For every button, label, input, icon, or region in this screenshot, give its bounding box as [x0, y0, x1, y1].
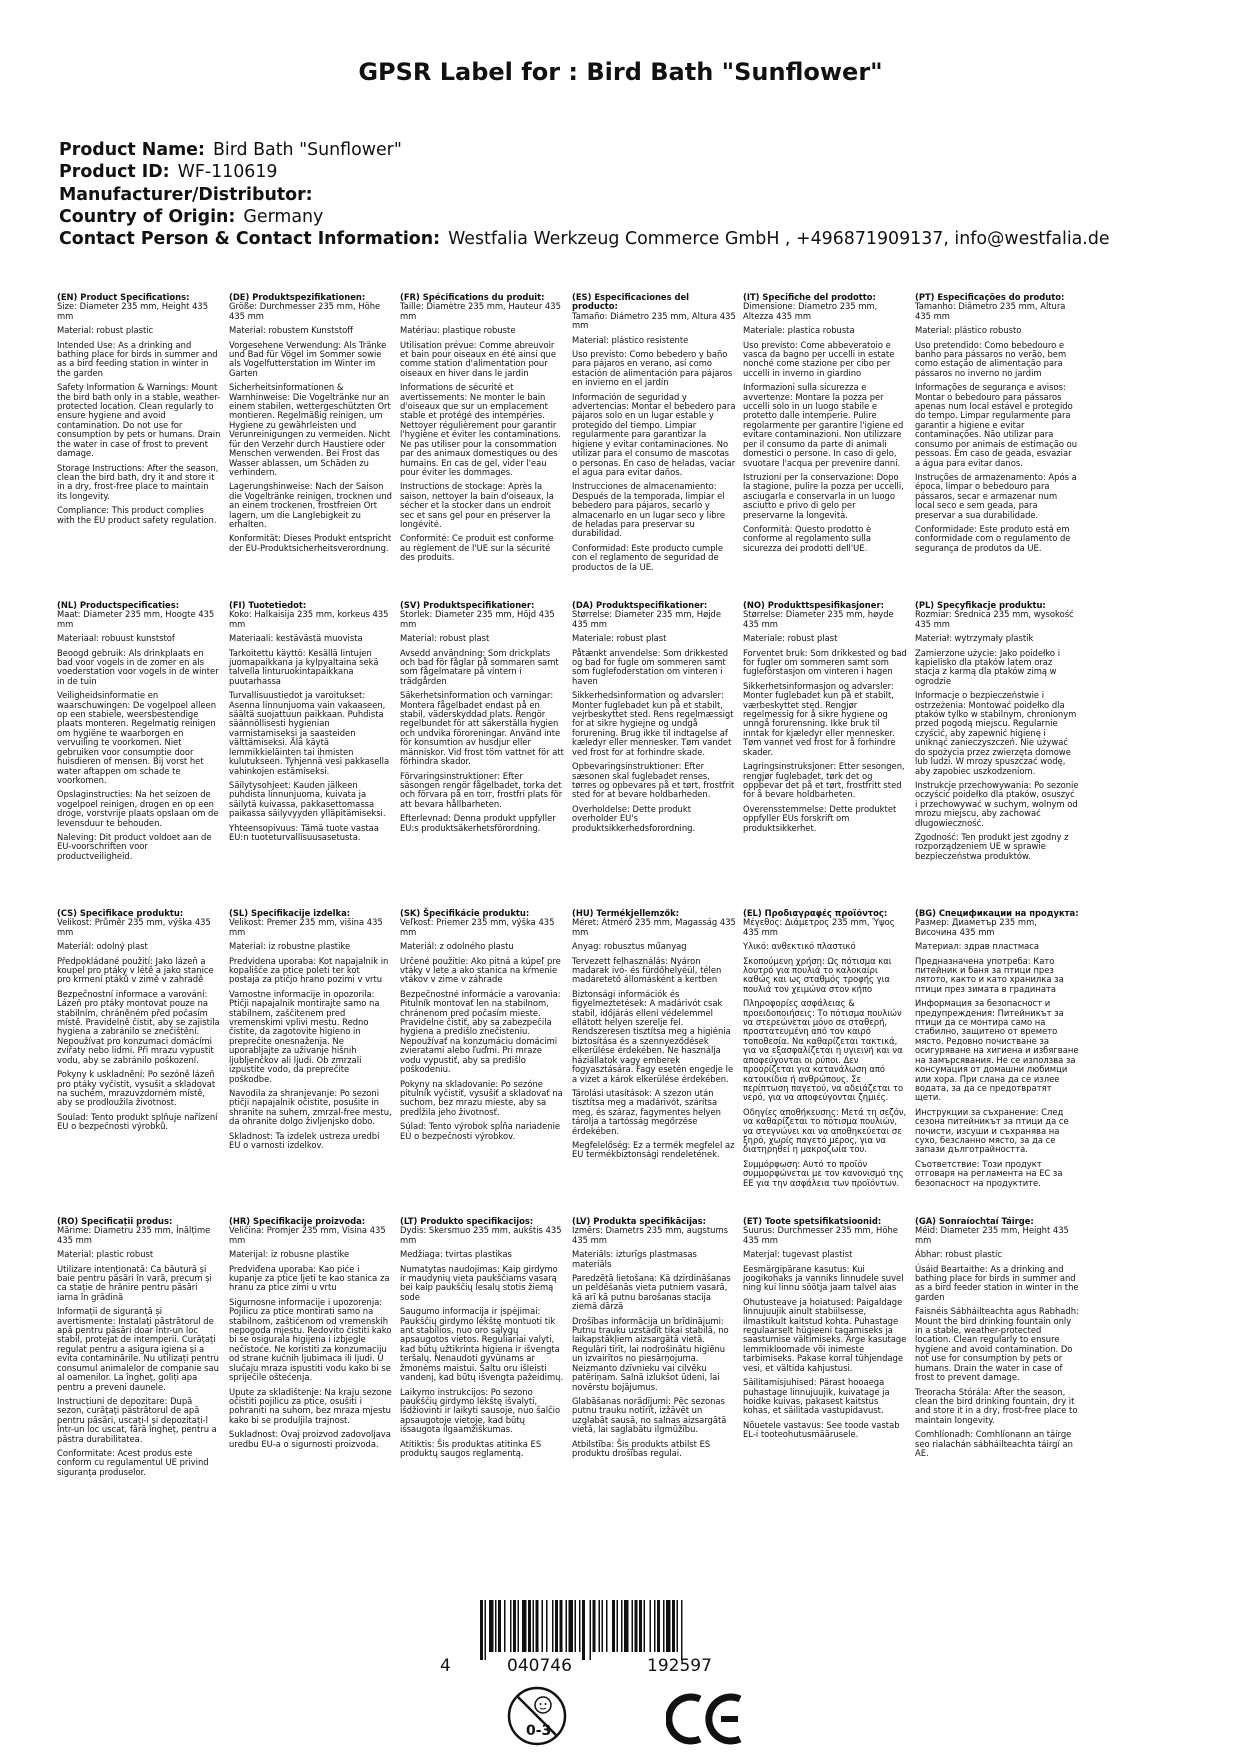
- spec-paragraph: Materiale: plastica robusta: [743, 325, 855, 336]
- spec-paragraph: Atitiktis: Šis produktas atitinka ES produktų saugos reglamentą.: [400, 1438, 542, 1458]
- spec-paragraph: Tamaño: Diámetro 235 mm, Altura 435 mm: [572, 310, 736, 331]
- language-heading: (PT) Especificações do produto:: [915, 292, 1065, 302]
- spec-paragraph: Ábhar: robust plastic: [915, 1249, 1002, 1260]
- barcode-bar: [654, 1600, 656, 1652]
- barcode-bar: [569, 1600, 574, 1652]
- spec-paragraph: Glabāšanas norādījumi: Pēc sezonas putnu trauku notīrīt, izžāvēt un uzglabāt sausā, no salnas aizsargātā vietā, lai saglabātu ilgmūžību.: [572, 1395, 727, 1435]
- language-heading: (SK) Špecifikácie produktu:: [400, 908, 530, 918]
- spec-paragraph: Pokyny na skladovanie: Po sezóne pitulník vyčistiť, vysušiť a skladovať na suchom, bez mrazu mieste, aby sa predĺžila jeho životnosť.: [400, 1078, 563, 1117]
- barcode: [480, 1600, 750, 1660]
- spec-paragraph: Yhteensopivuus: Tämä tuote vastaa EU:n tuoteturvallisuusasetusta.: [229, 822, 379, 842]
- barcode-bar: [639, 1600, 642, 1652]
- barcode-bar: [644, 1600, 646, 1652]
- spec-paragraph: Säilitamisjuhised: Pärast hooaega puhastage linnujuujik, kuivatage ja hoidke kuivas, pakasest kaitstus kohas, et säilitada vastupidavust.: [743, 1377, 890, 1416]
- info-label: Product Name:: [59, 140, 205, 160]
- spec-paragraph: Veiligheidsinformatie en waarschuwingen: De vogelpoel alleen op een stabiele, weersbestendige plaats monteren. Regelmatig reinigen om hygiëne te waarborgen en vervuiling te voorkomen. Niet gebruiken voor consumptie door huisdieren of mensen. Bij vorst het water aftappen om schade te voorkomen.: [57, 690, 217, 785]
- spec-paragraph: Biztonsági információk és figyelmeztetések: A madárivót csak stabil, időjárás elleni védelemmel ellátott helyen szerelje fel. Rendszeresen tisztítsa meg a higiénia biztosítása és a szennyeződések elkerülése érdekében. Ne használja háziállatok vagy emberek fogyasztására. Fagy esetén engedje le a vizet a károk elkerülése érdekében.: [572, 988, 734, 1084]
- info-value: Germany: [243, 206, 324, 227]
- spec-paragraph: Utilisation prévue: Comme abreuvoir et bain pour oiseaux en été ainsi que comme station d'alimentation pour oiseaux en hiver dans le jardin: [400, 339, 556, 378]
- spec-paragraph: Material: plastic robust: [57, 1249, 154, 1260]
- spec-paragraph: Instrukcje przechowywania: Po sezonie oczyścić poidełko dla ptaków, osuszyć i przechowywać w suchym, wolnym od mrozu miejscu, aby zachować długowieczność.: [915, 779, 1079, 828]
- spec-paragraph: Skladnost: Ta izdelek ustreza uredbi EU o varnosti izdelkov.: [229, 1130, 380, 1150]
- spec-paragraph: Intended Use: As a drinking and bathing place for birds in summer and as a bird feeding station in winter in the garden: [57, 339, 218, 378]
- spec-paragraph: Turvallisuustiedot ja varoitukset: Asenna linnunjuoma vain vakaaseen, säältä suojattuun paikkaan. Puhdista säännöllisesti hygienian varmistamiseksi ja saasteiden välttämiseksi. Älä käytä lemmikkieläinten tai ihmisten kulutukseen. Tyhjennä vesi pakkasella vahinkojen estämiseksi.: [229, 690, 390, 776]
- spec-paragraph: Forventet bruk: Som drikkested og bad for fugler om sommeren samt som fuglefôrstasjon om vinteren i hagen: [743, 647, 907, 677]
- barcode-bar: [560, 1600, 563, 1652]
- barcode-bar: [602, 1600, 604, 1652]
- barcode-bar: [575, 1600, 577, 1652]
- info-label: Manufacturer/Distributor:: [59, 184, 313, 205]
- barcode-bar: [657, 1600, 660, 1652]
- spec-paragraph: Efterlevnad: Denna produkt uppfyller EU:s produktsäkerhetsförordning.: [400, 813, 556, 833]
- spec-paragraph: Avsedd användning: Som drickplats och bad för fåglar på sommaren samt som fågelmatare på vintern i trädgården: [400, 647, 559, 686]
- spec-paragraph: Materiaali: kestävästä muovista: [229, 633, 363, 644]
- spec-paragraph: Medžiaga: tvirtas plastikas: [400, 1249, 512, 1260]
- spec-paragraph: Säkerhetsinformation och varningar: Montera fågelbadet endast på en stabil, väderskyddad plats. Rengör regelbundet för att säkerställa hygien och undvika föroreningar. Använd inte för konsumtion av husdjur eller människor. Vid frost töm vattnet för att förhindra skador.: [400, 690, 564, 767]
- spec-paragraph: Påtænkt anvendelse: Som drikkested og bad for fugle om sommeren samt som fuglefoderstation om vinteren i haven: [572, 647, 729, 686]
- spec-paragraph: Velikost: Průměr 235 mm, výška 435 mm: [57, 917, 211, 937]
- page-title: GPSR Label for : Bird Bath "Sunflower": [358, 58, 883, 86]
- spec-paragraph: Sikkerhedsinformation og advarsler: Monter fuglebadet kun på et stabilt, vejrbeskyttet sted. Rens regelmæssigt for at sikre hygiejne og undgå forurening. Brug ikke til indtagelse af kæledyr eller mennesker. Tøm vandet ved frost for at forhindre skade.: [572, 690, 734, 757]
- spec-paragraph: Maat: Diameter 235 mm, Hoogte 435 mm: [57, 609, 215, 629]
- spec-paragraph: Size: Diameter 235 mm, Height 435 mm: [57, 301, 209, 321]
- barcode-digits-right: 192597: [647, 1656, 712, 1676]
- spec-paragraph: Materiál: odolný plast: [57, 941, 148, 952]
- language-heading: (BG) Спецификации на продукта:: [915, 908, 1079, 918]
- spec-paragraph: Conformitate: Acest produs este conform cu regulamentul UE privind siguranța produselor.: [57, 1447, 209, 1477]
- language-heading: (RO) Specificații produs:: [57, 1216, 173, 1226]
- language-heading: (LV) Produkta specifikācijas:: [572, 1216, 706, 1226]
- barcode-bar: [663, 1600, 665, 1652]
- spec-paragraph: Compliance: This product complies with the EU product safety regulation.: [57, 505, 217, 525]
- spec-paragraph: Bezpečnostné informácie a varovania: Pitulník montovať len na stabilnom, chránenom pred počasím mieste. Pravidelne čistiť, aby sa zabezpečila hygiena a predišlo znečisteniu. Nepoužívať na konzumáciu domácimi zvieratami alebo ľuďmi. Pri mraze vodu vypustiť, aby sa predišlo poškodeniu.: [400, 988, 561, 1075]
- spec-paragraph: Material: plástico resistente: [572, 334, 689, 345]
- language-block: [229, 909, 393, 1155]
- spec-paragraph: Izmērs: Diametrs 235 mm, augstums 435 mm: [572, 1225, 728, 1245]
- spec-paragraph: Konformität: Dieses Produkt entspricht der EU-Produktsicherheitsverordnung.: [229, 533, 392, 553]
- spec-paragraph: Информация за безопасност и предупреждения: Питейникът за птици да се монтира само на стабилно, защитено от времето място. Редовно почистване за осигуряване на хигиена и избягване на замърсявания. Не се използва за консумация от домашни любимци или хора. При слана да се излее водата, за да се предотвратят щети.: [915, 998, 1079, 1103]
- info-value: WF-110619: [177, 162, 278, 183]
- info-label: Product ID:: [59, 162, 170, 183]
- spec-paragraph: Materjal: tugevast plastist: [743, 1249, 853, 1260]
- spec-paragraph: Instruções de armazenamento: Após a época, limpar o bebedouro para pássaros, secar e armazenar num local seco e sem geada, para preservar a sua durabilidade.: [915, 471, 1077, 520]
- spec-paragraph: Größe: Durchmesser 235 mm, Höhe 435 mm: [229, 301, 381, 321]
- spec-paragraph: Materiał: wytrzymały plastik: [915, 633, 1034, 644]
- spec-paragraph: Informações de segurança e avisos: Montar o bebedouro para pássaros apenas num local estável e protegido do tempo. Limpar regularmente para garantir a higiene e evitar contaminações. Não utilizar para consumo por animais de estimação ou pessoas. Em caso de geada, esvaziar a água para evitar danos.: [915, 382, 1078, 468]
- spec-paragraph: Velikost: Premer 235 mm, višina 435 mm: [229, 917, 383, 937]
- spec-paragraph: Suurus: Durchmesser 235 mm, Höhe 435 mm: [743, 1225, 898, 1245]
- language-heading: (EN) Product Specifications:: [57, 292, 190, 302]
- ce-mark-icon: [666, 1691, 746, 1747]
- language-heading: (PL) Specyfikacje produktu:: [915, 600, 1046, 610]
- spec-paragraph: Laikymo instrukcijos: Po sezono paukščių girdymo lėkštę išvalyti, išdžiovinti ir laikyti sausoje, nuo šalčio apsaugotoje vietoje, kad būtų išsaugota ilgaamžiškumas.: [400, 1386, 561, 1435]
- spec-paragraph: Material: robust plastic: [57, 325, 154, 336]
- spec-paragraph: Predvidena uporaba: Kot napajalnik in kopališče za ptice poleti ter kot postaja za ptičjo hrano pozimi v vrtu: [229, 955, 389, 985]
- info-row: [59, 184, 1110, 206]
- spec-paragraph: Tarkoitettu käyttö: Kesällä lintujen juomapaikkana ja kylpyaltaina sekä talvella linturuokintapaikkana puutarhassa: [229, 647, 379, 686]
- info-value: Bird Bath "Sunflower": [212, 140, 402, 160]
- spec-paragraph: Conformidade: Este produto está em conformidade com o regulamento de segurança de produtos da UE.: [915, 523, 1071, 553]
- spec-paragraph: Faisnéis Sábháilteachta agus Rabhadh: Mount the bird drinking fountain only in a stable, weather-protected location. Clean regularly to ensure hygiene and avoid contamination. Do not use for consumption by pets or humans. Drain the water in case of frost to prevent damage.: [915, 1306, 1079, 1383]
- spec-paragraph: Zgodność: Ten produkt jest zgodny z rozporządzeniem UE w sprawie bezpieczeństwa produktów.: [915, 831, 1069, 861]
- info-row: [59, 161, 1110, 183]
- language-block: [572, 909, 736, 1165]
- barcode-bar: [522, 1600, 527, 1652]
- language-block: [915, 1217, 1079, 1463]
- spec-paragraph: Materiaal: robuust kunststof: [57, 633, 175, 644]
- spec-paragraph: Megfelelőség: Ez a termék megfelel az EU termékbiztonsági rendeletének.: [572, 1139, 735, 1160]
- spec-paragraph: Información de seguridad y advertencias: Montar el bebedero para pájaros solo en un lugar estable y protegido del tiempo. Limpiar regularmente para garantizar la higiene y evitar contaminaciones. No utilizar para el consumo de mascotas o personas. En caso de heladas, vaciar el agua para evitar daños.: [572, 391, 736, 477]
- barcode-bar: [546, 1600, 548, 1652]
- language-heading: (DA) Produktspecifikationer:: [572, 600, 708, 610]
- spec-paragraph: Bezpečnostní informace a varování: Lázeň pro ptáky montovat pouze na stabilním, chráněném před počasím místě. Pravidelně čistit, aby se zajistila hygiena a zabránilo se znečištění. Nepoužívat pro konzumaci domácími zvířaty nebo lidmi. Při mrazu vypustit vodu, aby se zabránilo poškození.: [57, 988, 220, 1065]
- spec-paragraph: Material: plástico robusto: [915, 325, 1022, 336]
- spec-paragraph: Instructions de stockage: Après la saison, nettoyer la bain d'oiseaux, la sécher et la stocker dans un endroit sec et sans gel pour en préserver la longévité.: [400, 481, 554, 529]
- spec-paragraph: Předpokládané použití: Jako lázeň a koupel pro ptáky v létě a jako stanice pro krmení ptáků v zimě v zahradě: [57, 955, 214, 985]
- language-heading: (DE) Produktspezifikationen:: [229, 292, 366, 302]
- language-block: [57, 1217, 221, 1482]
- barcode-bar: [510, 1600, 512, 1652]
- spec-paragraph: Conformidad: Este producto cumple con el reglamento de seguridad de productos de la UE.: [572, 542, 723, 572]
- spec-paragraph: Numatytas naudojimas: Kaip girdymo ir maudynių vieta paukščiams vasarą bei kaip paukščių lesalų stotis žiemą sode: [400, 1263, 558, 1302]
- age-0-3-text: 0-3: [526, 1723, 552, 1739]
- spec-paragraph: Tervezett felhasználás: Nyáron madarak ivó- és fürdőhelyéül, télen madáretető állomásként a kertben: [572, 955, 722, 985]
- language-heading: (HU) Termékjellemzők:: [572, 908, 680, 918]
- spec-paragraph: Инструкции за съхранение: След сезона питейникът за птици да се почисти, изсуши и съхранява на сухо, безсланно място, за да се запази дълготрайността.: [915, 1106, 1069, 1155]
- spec-paragraph: Предназначена употреба: Като питейник и баня за птици през лятото, както и като хранилка за птици през зимата в градината: [915, 955, 1064, 994]
- spec-paragraph: Soulad: Tento produkt splňuje nařízení EU o bezpečnosti výrobků.: [57, 1111, 218, 1132]
- spec-paragraph: Sicherheitsinformationen & Warnhinweise: Die Vogeltränke nur an einem stabilen, wettergeschützten Ort montieren. Regelmäßig reinigen, um Hygiene zu gewährleisten und Verunreinigungen zu vermeiden. Nicht für den Verzehr durch Haustiere oder Menschen verwenden. Bei Frost das Wasser ablassen, um Schäden zu verhindern.: [229, 382, 391, 477]
- info-row: [59, 139, 1110, 161]
- spec-paragraph: Informații de siguranță și avertismente: Instalați păstrătorul de apă pentru păsări doar într-un loc stabil, protejat de intemperii. Curățați regulat pentru a asigura igiena și a evita contaminările. Nu utilizați pentru consumul animalelor de companie sau al oamenilor. La îngheț, goliți apa pentru a preveni daunele.: [57, 1306, 219, 1392]
- spec-paragraph: Säilytysohjeet: Kauden jälkeen puhdista linnunjuoma, kuivata ja säilytä kuivassa, pakkasettomassa paikassa säilyvyyden ylläpitämiseksi.: [229, 779, 386, 819]
- language-block: [572, 601, 736, 838]
- spec-paragraph: Opslaginstructies: Na het seizoen de vogelpoel reinigen, drogen en op een droge, vorstvrije plaats opslaan om de levensduur te behouden.: [57, 789, 219, 828]
- spec-paragraph: Súlad: Tento výrobok spĺňa nariadenie EÚ o bezpečnosti výrobkov.: [400, 1121, 561, 1141]
- barcode-bar: [489, 1600, 494, 1652]
- barcode-bar: [635, 1600, 638, 1652]
- spec-paragraph: Μέγεθος: Διάμετρος 235 mm, Ύψος 435 mm: [743, 917, 895, 937]
- spec-paragraph: Anyag: robusztus műanyag: [572, 941, 687, 952]
- language-block: [229, 1217, 393, 1454]
- language-block: [400, 293, 564, 568]
- spec-paragraph: Vorgesehene Verwendung: Als Tränke und Bad für Vögel im Sommer sowie als Vogelfutterstation im Winter im Garten: [229, 339, 387, 378]
- spec-paragraph: Paredzētā lietošana: Kā dzirdināšanas un peldēšanās vieta putniem vasarā, kā arī kā putnu barošanas stacija ziemā dārzā: [572, 1273, 731, 1312]
- spec-paragraph: Méret: Átmérő 235 mm, Magasság 435 mm: [572, 917, 736, 937]
- language-heading: (ET) Toote spetsifikatsioonid:: [743, 1216, 882, 1226]
- spec-paragraph: Material: robustem Kunststoff: [229, 325, 354, 336]
- language-heading: (IT) Specifiche del prodotto:: [743, 292, 876, 302]
- language-heading: (LT) Produkto specifikacijos:: [400, 1216, 534, 1226]
- spec-paragraph: Veľkosť: Priemer 235 mm, výška 435 mm: [400, 917, 555, 937]
- spec-paragraph: Treoracha Stórála: After the season, clean the bird drinking fountain, dry it and store it in a dry, frost-free place to maintain longevity.: [915, 1386, 1078, 1425]
- barcode-bar: [606, 1600, 608, 1652]
- spec-paragraph: Úsáid Beartaithe: As a drinking and bathing place for birds in summer and as a bird feeder station in winter in the garden: [915, 1263, 1079, 1302]
- language-heading: (EL) Προδιαγραφές προϊόντος:: [743, 908, 888, 918]
- spec-paragraph: Material: robust plast: [400, 633, 490, 644]
- barcode-bar: [542, 1600, 544, 1652]
- spec-paragraph: Οδηγίες αποθήκευσης: Μετά τη σεζόν, να καθαρίζεται το πότισμα πουλιών, να στεγνώνει και να αποθηκεύεται σε ξηρό, χωρίς παγετό μέρος, για να διατηρηθεί η μακροζωία του.: [743, 1106, 907, 1155]
- spec-paragraph: Съответствие: Този продукт отговаря на регламента на ЕС за безопасност на продуктите.: [915, 1158, 1063, 1188]
- spec-paragraph: Størrelse: Diameter 235 mm, Højde 435 mm: [572, 609, 722, 629]
- spec-paragraph: Taille: Diamètre 235 mm, Hauteur 435 mm: [400, 301, 561, 321]
- language-block: [57, 601, 221, 866]
- barcode-bar: [528, 1600, 531, 1652]
- barcode-bar: [666, 1600, 671, 1652]
- spec-paragraph: Lagringsinstruksjoner: Etter sesongen, rengjør fuglebadet, tørk det og oppbevar det på et tørt, frostfritt sted for å bevare holdbarheten.: [743, 761, 905, 800]
- spec-paragraph: Mărime: Diametru 235 mm, Înălțime 435 mm: [57, 1225, 211, 1245]
- language-block: [229, 601, 393, 847]
- language-heading: (NL) Productspecificaties:: [57, 600, 180, 610]
- spec-paragraph: Sikkerhetsinformasjon og advarsler: Monter fuglebadet kun på et stabilt, værbeskyttet sted. Rengjør regelmessig for å sikre hygiene og unngå forurensning. Ikke bruk til inntak for kjæledyr eller mennesker. Tøm vannet ved frost for å forhindre skader.: [743, 680, 896, 757]
- barcode-bar: [498, 1600, 501, 1652]
- barcode-bar: [621, 1600, 623, 1652]
- spec-paragraph: Uso pretendido: Como bebedouro e banho para pássaros no verão, bem como estação de alimentação para pássaros no inverno no jardim: [915, 339, 1067, 378]
- spec-paragraph: Atbilstība: Šis produkts atbilst ES produktu drošības regulai.: [572, 1438, 711, 1458]
- barcode-bar: [599, 1600, 601, 1652]
- barcode-bar: [485, 1600, 487, 1660]
- spec-paragraph: Určené použitie: Ako pitná a kúpeľ pre vtáky v lete a ako stanica na kŕmenie vtákov v zime v záhrade: [400, 955, 561, 985]
- barcode-bar: [681, 1600, 683, 1660]
- language-heading: (NO) Produkttspesifikasjoner:: [743, 600, 884, 610]
- language-block: [743, 909, 907, 1193]
- barcode-bar: [536, 1600, 539, 1652]
- barcode-bar: [555, 1600, 558, 1652]
- spec-paragraph: Размер: Диаметър 235 mm, Височина 435 mm: [915, 917, 1037, 937]
- spec-paragraph: Πληροφορίες ασφάλειας & προειδοποιήσεις: Το πότισμα πουλιών να στερεώνεται μόνο σε σταθερή, προστατευμένη από τον καιρό τοποθεσία. Να καθαρίζεται τακτικά, για να εξασφαλίζεται η υγιεινή και να αποφεύγονται οι ρύποι. Δεν προορίζεται για κατανάλωση από κατοικίδια ή ανθρώπους. Σε περίπτωση παγετού, να αδειάζεται το νερό, για να αποφεύγονται ζημιές.: [743, 998, 904, 1103]
- product-info: [59, 139, 1110, 250]
- spec-paragraph: Material: iz robustne plastike: [229, 941, 351, 952]
- language-block: [743, 293, 907, 558]
- language-heading: (CS) Specifikace produktu:: [57, 908, 184, 918]
- spec-paragraph: Comhlíonadh: Comhlíonann an táirge seo rialachán sábháilteachta táirgí an AE.: [915, 1429, 1073, 1458]
- barcode-bar: [624, 1600, 629, 1652]
- spec-paragraph: Dydis: Skersmuo 235 mm, aukštis 435 mm: [400, 1225, 562, 1245]
- info-label: Contact Person & Contact Information:: [59, 229, 441, 250]
- spec-paragraph: Navodila za shranjevanje: Po sezoni ptičji napajalnik očistite, posušite in shranite na suhem, zmrzal-free mestu, da ohranite dolgo življenjsko dobo.: [229, 1087, 392, 1127]
- barcode-bar: [518, 1600, 520, 1652]
- spec-paragraph: Dimensione: Diametro 235 mm, Altezza 435 mm: [743, 301, 878, 321]
- language-block: [400, 909, 564, 1146]
- barcode-bar: [593, 1600, 596, 1652]
- spec-paragraph: Safety Information & Warnings: Mount the bird bath only in a stable, weather-protected location. Clean regularly to ensure hygiene and avoid contamination. Do not use for consumption by pets or humans. Drain the water in case of frost to prevent damage.: [57, 382, 221, 459]
- spec-paragraph: Sukladnost: Ovaj proizvod zadovoljava uredbu EU-a o sigurnosti proizvoda.: [229, 1429, 391, 1449]
- spec-paragraph: Conformità: Questo prodotto è conforme al regolamento sulla sicurezza dei prodotti dell'UE.: [743, 523, 872, 553]
- spec-paragraph: Informacje o bezpieczeństwie i ostrzeżenia: Montować poidełko dla ptaków tylko w stabilnym, chronionym przed pogodą miejscu. Regularnie czyścić, aby zapewnić higienę i uniknąć zanieczyszczeń. Nie używać do spożycia przez zwierzęta domowe lub ludzi. W mrozy spuszczać wodę, aby zapobiec uszkodzeniom.: [915, 690, 1077, 776]
- spec-paragraph: Uso previsto: Come abbeveratoio e vasca da bagno per uccelli in estate nonché come stazione per cibo per uccelli in inverno in giardino: [743, 339, 895, 378]
- spec-paragraph: Nõuetele vastavus: See toode vastab EL-i tooteohutusmäärusele.: [743, 1419, 900, 1440]
- spec-paragraph: Veličina: Promjer 235 mm, Visina 435 mm: [229, 1225, 386, 1245]
- spec-paragraph: Conformité: Ce produit est conforme au règlement de l'UE sur la sécurité des produits.: [400, 533, 554, 563]
- spec-paragraph: Opbevaringsinstruktioner: Efter sæsonen skal fuglebadet renses, tørres og opbevares på et tørt, frostfrit sted for at bevare holdbarheden.: [572, 761, 735, 800]
- spec-paragraph: Tárolási utasítások: A szezon után tisztítsa meg a madárivót, szárítsa meg, és száraz, fagymentes helyen tárolja a tartósság megőrzése érdekében.: [572, 1087, 721, 1136]
- barcode-bar: [552, 1600, 554, 1652]
- spec-paragraph: Pokyny k uskladnění: Po sezóně lázeň pro ptáky vyčistit, vysušit a skladovat na suchém, mrazuvzdorném místě, aby se prodloužila životnost.: [57, 1069, 216, 1108]
- spec-paragraph: Lagerungshinweise: Nach der Saison die Vogeltränke reinigen, trocknen und an einem trockenen, frostfreien Ort lagern, um die Langlebigkeit zu erhalten.: [229, 481, 392, 529]
- barcode-bar: [513, 1600, 516, 1652]
- spec-paragraph: Zamierzone użycie: Jako poidełko i kąpielisko dla ptaków latem oraz stacja z karmą dla ptaków zimą w ogrodzie: [915, 647, 1061, 686]
- barcode-bar: [617, 1600, 619, 1652]
- spec-paragraph: Rozmiar: Średnica 235 mm, wysokość 435 mm: [915, 609, 1074, 629]
- spec-paragraph: Instrucțiuni de depozitare: După sezon, curățați păstrătorul de apă pentru păsări, uscați-l și depozitați-l într-un loc uscat, fără îngheț, pentru a păstra durabilitatea.: [57, 1395, 217, 1444]
- info-label: Country of Origin:: [59, 206, 236, 227]
- barcode-bar: [612, 1600, 615, 1652]
- barcode-bar: [632, 1600, 634, 1652]
- info-row: [59, 206, 1110, 228]
- spec-paragraph: Материал: здрав пластмаса: [915, 941, 1040, 952]
- spec-paragraph: Drošības informācija un brīdinājumi: Putnu trauku uzstādīt tikai stabilā, no laikapstākļiem aizsargātā vietā. Regulāri tīrīt, lai nodrošinātu higiēnu un izvairītos no piesārņojuma. Neizmanto dzīvnieku vai cilvēku patēriņam. Salnā izlukšot ūdeni, lai novērstu bojājumus.: [572, 1315, 729, 1392]
- spec-paragraph: Predviđena uporaba: Kao piće i kupanje za ptice ljeti te kao stanica za hranu za ptice zimi u vrtu: [229, 1263, 390, 1293]
- spec-paragraph: Tamanho: Diâmetro 235 mm, Altura 435 mm: [915, 301, 1066, 321]
- spec-paragraph: Upute za skladištenje: Na kraju sezone očistiti pojilicu za ptice, osušiti i pohraniti na suhom, bez mraza mjestu kako bi se produljila trajnost.: [229, 1386, 392, 1425]
- barcode-digit-first: 4: [440, 1656, 451, 1676]
- spec-paragraph: Saugumo informacija ir įspėjimai: Paukščių girdymo lėkštę montuoti tik ant stabilios, nuo oro sąlygų apsaugotos vietos. Reguliariai valyti, kad būtų užtikrinta higiena ir išvengta teršalų. Nenaudoti gyvūnams ar žmonėms maistui. Šaltu oru išleisti vandenį, kad būtų išvengta pažeidimų.: [400, 1306, 564, 1383]
- barcode-bar: [590, 1600, 592, 1660]
- spec-paragraph: Overholdelse: Dette produkt overholder EU's produktsikkerhedsforordning.: [572, 803, 696, 833]
- language-block: [400, 1217, 564, 1463]
- spec-paragraph: Υλικό: ανθεκτικό πλαστικό: [743, 941, 856, 952]
- language-block: [743, 601, 907, 838]
- barcode-bar: [672, 1600, 675, 1652]
- spec-paragraph: Naleving: Dit product voldoet aan de EU-voorschriften voor productveiligheid.: [57, 831, 212, 861]
- language-block: [743, 1217, 907, 1445]
- barcode-bar: [504, 1600, 506, 1652]
- spec-paragraph: Materijal: iz robusne plastike: [229, 1249, 350, 1260]
- spec-paragraph: Istruzioni per la conservazione: Dopo la stagione, pulire la pozza per uccelli, asciugarla e conservarla in un luogo asciutto e privo di gelo per preservarne la longevità.: [743, 471, 904, 520]
- language-heading: (HR) Specifikacije proizvoda:: [229, 1216, 366, 1226]
- spec-paragraph: Materiál: z odolného plastu: [400, 941, 514, 952]
- barcode-bar: [677, 1600, 679, 1652]
- language-block: [57, 909, 221, 1137]
- language-block: [572, 293, 736, 577]
- spec-paragraph: Informations de sécurité et avertissements: Ne monter le bain d'oiseaux que sur un emplacement stable et protégé des intempéries. Nettoyer régulièrement pour garantir l'hygiène et éviter les contaminations. Ne pas utiliser pour la consommation par des animaux domestiques ou des humains. En cas de gel, vider l'eau pour éviter les dommages.: [400, 382, 561, 477]
- language-block: [915, 909, 1079, 1193]
- language-heading: (ES) Especificaciones del producto:: [572, 292, 690, 312]
- spec-paragraph: Størrelse: Diameter 235 mm, høyde 435 mm: [743, 609, 894, 629]
- spec-paragraph: Eesmärgipärane kasutus: Kui joogikohaks ja vanniks linnudele suvel ning kui linnu söötja jaam talvel aias: [743, 1263, 904, 1293]
- spec-paragraph: Storlek: Diameter 235 mm, Höjd 435 mm: [400, 609, 555, 629]
- spec-paragraph: Materiale: robust plast: [572, 633, 667, 644]
- language-block: [229, 293, 393, 558]
- barcode-bar: [650, 1600, 652, 1652]
- info-row: [59, 228, 1110, 250]
- language-heading: (GA) Sonraíochtaí Táirge:: [915, 1216, 1034, 1226]
- spec-paragraph: Uso previsto: Como bebedero y baño para pájaros en verano, así como estación de alimentación para pájaros en invierno en el jardín: [572, 349, 733, 388]
- spec-paragraph: Förvaringsinstruktioner: Efter säsongen rengör fågelbadet, torka det och förvara på en torr, frostfri plats för att bevara hållbarheten.: [400, 770, 563, 809]
- barcode-bar: [533, 1600, 535, 1652]
- spec-paragraph: Storage Instructions: After the season, clean the bird bath, dry it and store it in a dry, frost-free place to maintain its longevity.: [57, 462, 219, 501]
- barcode-bar: [582, 1600, 585, 1660]
- spec-paragraph: Sigurnosne informacije i upozorenja: Pojilicu za ptice montirati samo na stabilnom, zaštićenom od vremenskih nepogoda mjestu. Redovito čistiti kako bi se osigurala higijena i izbjegle nečistoće. Ne koristiti za konzumaciju od strane kućnih ljubimaca ili ljudi. U slučaju mraza ispustiti vodu kako bi se spriječile oštećenja.: [229, 1296, 392, 1383]
- spec-paragraph: Beoogd gebruik: Als drinkplaats en bad voor vogels in de zomer en als voederstation voor vogels in de winter in de tuin: [57, 647, 219, 686]
- info-value: Westfalia Werkzeug Commerce GmbH , +496871909137, info@westfalia.de: [448, 229, 1110, 250]
- language-block: [400, 601, 564, 838]
- barcode-digits-left: 040746: [507, 1656, 572, 1676]
- spec-paragraph: Materiāls: izturīgs plastmasas materiāls: [572, 1249, 697, 1269]
- spec-paragraph: Méid: Diameter 235 mm, Height 435 mm: [915, 1225, 1069, 1245]
- language-block: [915, 601, 1079, 866]
- spec-paragraph: Συμμόρφωση: Αυτό το προϊόν συμμορφώνεται με τον κανονισμό της ΕΕ για την ασφάλεια των προϊόντων.: [743, 1158, 904, 1188]
- language-block: [915, 293, 1079, 558]
- spec-paragraph: Varnostne informacije in opozorila: Ptičji napajalnik montirajte samo na stabilnem, zaščitenem pred vremenskimi vplivi mestu. Redno čistite, da zagotovite higieno in preprečite onesnaženja. Ne uporabljajte za uživanje hišnih ljubljenčkov ali ljudi. Ob zmrzali izpustite vodo, da preprečite poškodbe.: [229, 988, 380, 1084]
- spec-paragraph: Overensstemmelse: Dette produktet oppfyller EUs forskrift om produktsikkerhet.: [743, 803, 897, 833]
- language-block: [57, 293, 221, 530]
- language-heading: (FR) Spécifications du produit:: [400, 292, 545, 302]
- barcode-bar: [579, 1600, 581, 1652]
- language-block: [572, 1217, 736, 1463]
- barcode-bar: [566, 1600, 568, 1652]
- age-0-3-warning-icon: [506, 1685, 568, 1747]
- language-heading: (SV) Produktspecifikationer:: [400, 600, 535, 610]
- barcode-bar: [495, 1600, 497, 1652]
- spec-paragraph: Utilizare intenționată: Ca băutură și baie pentru păsări în vară, precum și ca stație de hrănire pentru păsări iarna în grădină: [57, 1263, 212, 1302]
- spec-paragraph: Materiale: robust plast: [743, 633, 838, 644]
- language-heading: (FI) Tuotetiedot:: [229, 600, 307, 610]
- language-heading: (SL) Specifikacije izdelka:: [229, 908, 351, 918]
- barcode-bar: [480, 1600, 483, 1660]
- spec-paragraph: Σκοπούμενη χρήση: Ως πότισμα και λουτρό για πουλιά το καλοκαίρι καθώς και ως σταθμός τροφής για πουλιά τον χειμώνα στον κήπο: [743, 955, 892, 994]
- spec-paragraph: Matériau: plastique robuste: [400, 325, 516, 336]
- spec-paragraph: Informazioni sulla sicurezza e avvertenze: Montare la pozza per uccelli solo in un luogo stabile e protetto dalle intemperie. Pulire regolarmente per garantire l'igiene ed evitare contaminazioni. Non utilizzare per il consumo da parte di animali domestici o persone. In caso di gelo, svuotare l'acqua per prevenire danni.: [743, 382, 904, 468]
- spec-paragraph: Ohutusteave ja hoiatused: Paigaldage linnujuujik ainult stabiilsesse, ilmastikult kaitstud kohta. Puhastage regulaarselt hügieeni tagamiseks ja saastumise vältimiseks. Ärge kasutage lemmikloomade või inimeste tarbimiseks. Pakase korral tühjendage vesi, et vältida kahjustusi.: [743, 1296, 907, 1373]
- spec-paragraph: Koko: Halkaisija 235 mm, korkeus 435 mm: [229, 609, 389, 629]
- spec-paragraph: Instrucciones de almacenamiento: Después de la temporada, limpiar el bebedero para pájaros, secarlo y almacenarlo en un lugar seco y libre de heladas para preservar su durabilidad.: [572, 481, 725, 539]
